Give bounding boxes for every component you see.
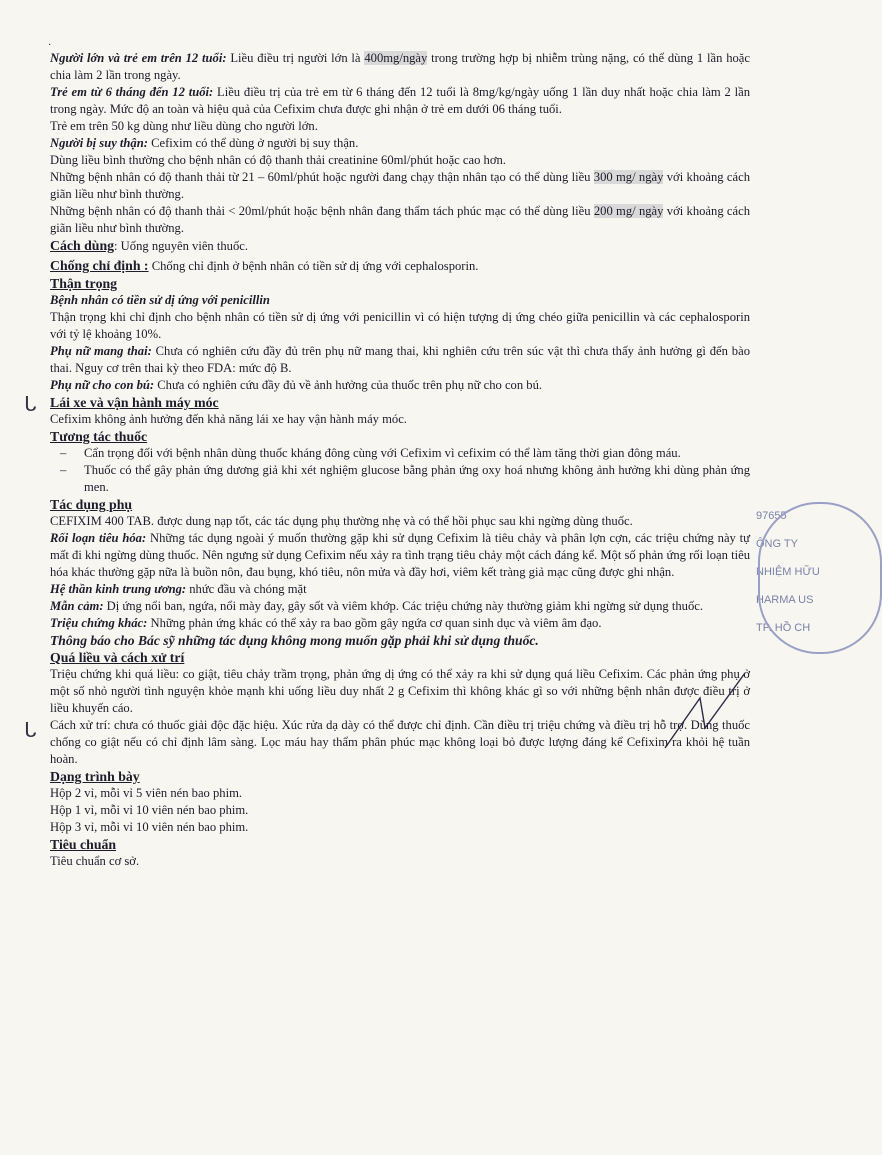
- renal-low-highlight: 200 mg/ ngày: [593, 204, 664, 218]
- other-lead: Triệu chứng khác:: [50, 616, 148, 630]
- caution-lactation: [50, 377, 750, 394]
- stamp-line: NHIỆM HỮU: [756, 566, 820, 578]
- child-text: Liều điều trị của trẻ em từ 6 tháng đến 12 tuổi là 8mg/kg/ngày uống 1 lần duy nhất hoặc chia làm 2 lần trong ngày. Mức độ an toàn và hiệu quả của Cefixim chưa được ghi nhận ở trẻ em dưới 06 tháng tuổi.: [50, 85, 751, 116]
- renal-low-b: với khoảng cách giãn liều như bình thường.: [50, 204, 751, 235]
- renal-text: Cefixim có thể dùng ở người bị suy thận.: [147, 136, 359, 150]
- gi-lead: Rối loạn tiêu hóa:: [50, 531, 147, 545]
- doctor-notice: Thông báo cho Bác sỹ những tác dụng không mong muốn gặp phải khi sử dụng thuốc.: [50, 633, 539, 648]
- signature-stroke-icon: [660, 668, 750, 758]
- stamp-ring: [758, 502, 882, 654]
- stamp-line: HARMA US: [756, 594, 814, 606]
- presentation-item: Hộp 2 vỉ, mỗi vỉ 5 viên nén bao phim.: [50, 786, 243, 800]
- overdose-treatment: Cách xử trí: chưa có thuốc giải độc đặc hiệu. Xúc rửa dạ dày có thể được chỉ định. Cần điều trị triệu chứng và điều trị hỗ trợ. Dùng thuốc chống co giật nếu có chỉ định lâm sàng. Lọc máu hay thẩm phân phúc mạc không loại bỏ được lượng đáng kể Cefixim ra khỏi hệ tuần hoàn.: [50, 718, 750, 766]
- interaction-item: – Thuốc có thể gây phản ứng dương giả khi xét nghiệm glucose bằng phản ứng oxy hoá nhưng không ảnh hưởng khi dùng phản ứng men.: [60, 462, 750, 496]
- side-effects-intro: CEFIXIM 400 TAB. được dung nạp tốt, các tác dụng phụ thường nhẹ và có thể hồi phục sau khi ngừng dùng thuốc.: [50, 514, 633, 528]
- renal-low-a: Những bệnh nhân có độ thanh thải < 20ml/phút hoặc bệnh nhân đang thẩm tách phúc mạc có thể dùng liều: [50, 204, 594, 218]
- presentation-item: Hộp 3 vỉ, mỗi vỉ 10 viên nén bao phim.: [50, 820, 249, 834]
- driving-heading: Lái xe và vận hành máy móc: [50, 395, 219, 410]
- company-stamp: [750, 502, 820, 652]
- adult-highlight: 400mg/ngày: [364, 51, 428, 65]
- renal-mid-b: với khoảng cách giãn liều như bình thường.: [50, 170, 750, 201]
- interactions-heading: Tương tác thuốc: [50, 429, 148, 444]
- caution-heading: Thận trọng: [50, 276, 118, 291]
- dosage-renal: [50, 135, 750, 152]
- caution-text: Thận trọng khi chỉ định cho bệnh nhân có tiền sử dị ứng với penicillin vì có hiện tượng dị ứng chéo giữa penicillin và các cephalosporin với tỷ lệ khoảng 10%.: [50, 310, 750, 341]
- stamp-line: TP. HỒ CH: [756, 622, 811, 634]
- renal-low: [50, 203, 750, 237]
- stamp-line: 97655: [756, 510, 787, 522]
- dosage-adult: [50, 50, 750, 84]
- child-lead: Trẻ em từ 6 tháng đến 12 tuổi:: [50, 85, 214, 99]
- standard-heading: Tiêu chuẩn: [50, 837, 117, 852]
- cns-text: nhức đầu và chóng mặt: [186, 582, 307, 596]
- pregnancy-lead: Phụ nữ mang thai:: [50, 344, 152, 358]
- gi-text: Những tác dụng ngoài ý muốn thường gặp khi sử dụng Cefixim là tiêu chảy và phân lợn cợn, các triệu chứng này tự mất đi khi ngừng dùng thuốc. Nên ngưng sử dụng Cefixim nếu xảy ra tình trạng tiêu chảy một cách đáng kể. Một số phản ứng rối loạn tiêu hóa khác thường gặp nữa là buồn nôn, đau bụng, khó tiêu, nôn mửa và đầy hơi, viêm kết tràng giả mạc cũng được ghi nhận.: [50, 531, 750, 579]
- interactions-list: [50, 445, 750, 496]
- driving-text: Cefixim không ảnh hưởng đến khả năng lái xe hay vận hành máy móc.: [50, 412, 407, 426]
- usage-section: [50, 237, 750, 255]
- interaction-item: – Cẩn trọng đối với bệnh nhân dùng thuốc kháng đông cùng với Cefixim vì cefixim có thể làm tăng thời gian đông máu.: [60, 445, 750, 462]
- standard-text: Tiêu chuẩn cơ sở.: [50, 854, 140, 868]
- adult-text-a: Liều điều trị người lớn là: [226, 51, 365, 65]
- lactation-lead: Phụ nữ cho con bú:: [50, 378, 155, 392]
- presentation-item: Hộp 1 vỉ, mỗi vỉ 10 viên nén bao phim.: [50, 803, 249, 817]
- cns-lead: Hệ thần kinh trung ương:: [50, 582, 187, 596]
- adult-lead: Người lớn và trẻ em trên 12 tuổi:: [50, 51, 227, 65]
- adult-text-b: trong trường hợp bị nhiễm trùng nặng, có thể dùng 1 lần hoặc chia làm 2 lần trong ngày.: [50, 51, 750, 82]
- presentation-heading: Dạng trình bày: [50, 769, 140, 784]
- renal-mid: [50, 169, 750, 203]
- dosage-child-50kg: Trẻ em trên 50 kg dùng như liều dùng cho người lớn.: [50, 119, 318, 133]
- stray-dot: ·: [48, 40, 52, 51]
- dosage-child: [50, 84, 750, 118]
- caution-pregnancy: [50, 343, 750, 377]
- pregnancy-text: Chưa có nghiên cứu đầy đủ trên phụ nữ mang thai, khi nghiên cứu trên súc vật thì chưa thấy ảnh hưởng gì đến bào thai. Nguy cơ trên thai kỳ theo FDA: mức độ B.: [50, 344, 750, 375]
- side-effects-heading: Tác dụng phụ: [50, 497, 133, 512]
- margin-tick-icon: ᒐ: [24, 720, 37, 742]
- contra-text: Chống chỉ định ở bệnh nhân có tiền sử dị ứng với cephalosporin.: [148, 259, 479, 273]
- allergy-lead: Mẫn cảm:: [50, 599, 104, 613]
- renal-lead: Người bị suy thận:: [50, 136, 148, 150]
- caution-subheading: Bệnh nhân có tiền sử dị ứng với penicillin: [50, 293, 270, 307]
- renal-mid-a: Những bệnh nhân có độ thanh thải từ 21 – 60ml/phút hoặc người đang chạy thận nhân tạo có thể dùng liều: [50, 170, 594, 184]
- lactation-text: Chưa có nghiên cứu đầy đủ về ảnh hưởng của thuốc trên phụ nữ cho con bú.: [154, 378, 543, 392]
- renal-normal: Dùng liều bình thường cho bệnh nhân có độ thanh thải creatinine 60ml/phút hoặc cao hơn.: [50, 153, 506, 167]
- overdose-heading: Quá liều và cách xử trí: [50, 650, 185, 665]
- side-effects-allergy: [50, 598, 750, 615]
- usage-text: : Uống nguyên viên thuốc.: [114, 239, 248, 253]
- side-effects-other: [50, 615, 750, 632]
- usage-heading: Cách dùng: [50, 238, 115, 253]
- side-effects-gi: [50, 530, 750, 581]
- contra-section: [50, 257, 750, 275]
- renal-mid-highlight: 300 mg/ ngày: [593, 170, 664, 184]
- contra-heading: Chống chỉ định :: [50, 258, 149, 273]
- allergy-text: Dị ứng nổi ban, ngứa, nổi mày đay, gây sốt và viêm khớp. Các triệu chứng này thường giảm khi ngừng sử dụng thuốc.: [103, 599, 703, 613]
- leaflet-page: [50, 50, 750, 870]
- margin-tick-icon: ᒐ: [24, 394, 37, 416]
- overdose-symptoms: Triệu chứng khi quá liều: co giật, tiêu chảy trầm trọng, phản ứng dị ứng có thể xảy ra khi sử dụng quá liều Cefixim. Các phản ứng phụ ở một số nhỏ người tình nguyện khỏe mạnh khi uống liều duy nhất 2 g Cefixim thì không khác gì so với những bệnh nhân được điều trị ở liều khuyến cáo.: [50, 667, 750, 715]
- other-text: Những phản ứng khác có thể xảy ra bao gồm gây ngứa cơ quan sinh dục và viêm âm đạo.: [147, 616, 602, 630]
- side-effects-cns: [50, 581, 750, 598]
- stamp-line: ÔNG TY: [756, 538, 798, 550]
